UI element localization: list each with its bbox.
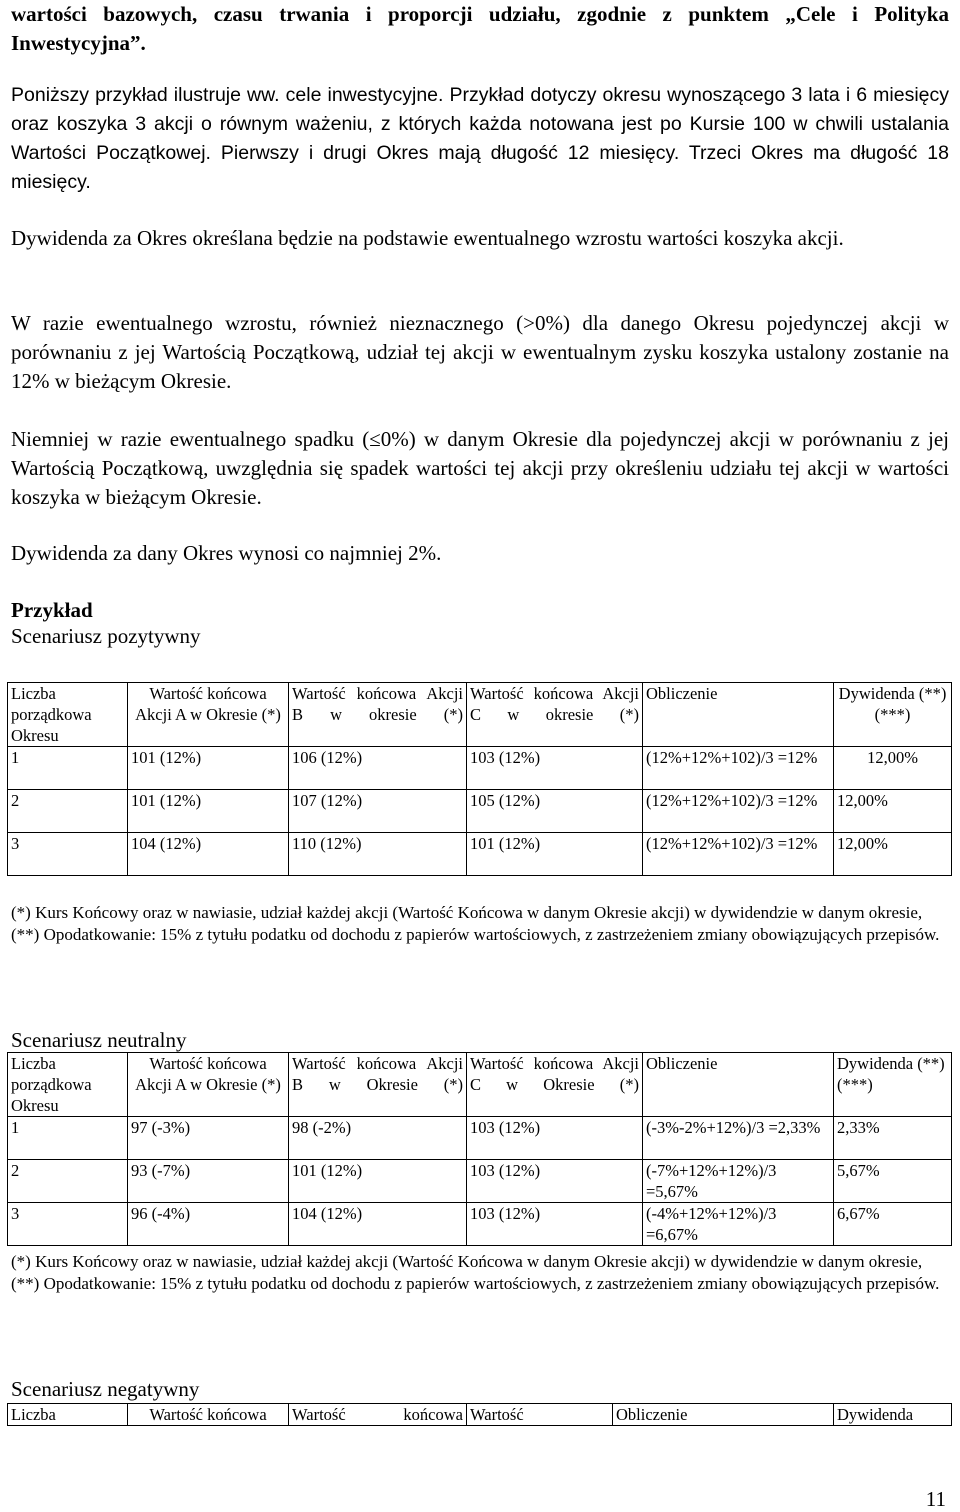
- cell: (12%+12%+102)/3 =12%: [643, 833, 834, 876]
- scenario-negative-table-wrap: [7, 1403, 945, 1426]
- header-cell: Liczba porządkowa Okresu: [8, 683, 128, 747]
- table-header-row: [8, 683, 952, 747]
- cell: 103 (12%): [467, 747, 643, 790]
- scenario-positive-title: Scenariusz pozytywny: [11, 624, 201, 648]
- footnote-1: (*) Kurs Końcowy oraz w nawiasie, udział każdej akcji (Wartość Końcowa w danym Okresie akcji) w dywidendzie w danym okresie,: [11, 1252, 923, 1271]
- table-row: [8, 1203, 952, 1246]
- header-cell: Wartość końcowa Akcji B w okresie (*): [289, 683, 467, 747]
- cell: 103 (12%): [467, 1160, 643, 1203]
- scenario-neutral-heading: [11, 1027, 949, 1053]
- paragraph-5: [11, 425, 949, 512]
- cell: 104 (12%): [128, 833, 289, 876]
- cell: 98 (-2%): [289, 1117, 467, 1160]
- cell: (-3%-2%+12%)/3 =2,33%: [643, 1117, 834, 1160]
- header-cell: Wartość końcowa Akcji A w Okresie (*): [128, 683, 289, 747]
- scenario-neutral-title: Scenariusz neutralny: [11, 1028, 187, 1052]
- cell: 96 (-4%): [128, 1203, 289, 1246]
- header-cell: Obliczenie: [613, 1404, 834, 1426]
- page-number: 11: [925, 1487, 946, 1511]
- cell: 104 (12%): [289, 1203, 467, 1246]
- table-row: [8, 833, 952, 876]
- cell: 5,67%: [834, 1160, 952, 1203]
- cell: 101 (12%): [128, 747, 289, 790]
- cell: 107 (12%): [289, 790, 467, 833]
- cell: 1: [8, 1117, 128, 1160]
- cell: 103 (12%): [467, 1117, 643, 1160]
- scenario-negative-table: [7, 1403, 952, 1426]
- header-cell: Wartość końcowa Akcji C w Okresie (*): [467, 1053, 643, 1117]
- cell: 101 (12%): [289, 1160, 467, 1203]
- cell: (-4%+12%+12%)/3 =6,67%: [643, 1203, 834, 1246]
- cell: 12,00%: [834, 790, 952, 833]
- paragraph-5-text: Niemniej w razie ewentualnego spadku (≤0%) w danym Okresie dla pojedynczej akcji w porównaniu z jej Wartością Początkową, uwzględnia się spadek wartości tej akcji przy określeniu udziału tej akcji w wartości koszyka w bieżącym Okresie.: [11, 427, 949, 509]
- cell: 2,33%: [834, 1117, 952, 1160]
- table-header-row: [8, 1053, 952, 1117]
- example-heading: [11, 597, 949, 649]
- cell: 101 (12%): [128, 790, 289, 833]
- header-cell: Dywidenda: [834, 1404, 952, 1426]
- scenario-neutral-table: [7, 1052, 952, 1246]
- header-cell: Wartość końcowa Akcji B w Okresie (*): [289, 1053, 467, 1117]
- header-cell: Wartość końcowa Akcji A w Okresie (*): [128, 1053, 289, 1117]
- scenario-positive-table: [7, 682, 952, 876]
- table-row: [8, 1117, 952, 1160]
- cell: 110 (12%): [289, 833, 467, 876]
- table-row: [8, 1160, 952, 1203]
- paragraph-3-text: Dywidenda za Okres określana będzie na podstawie ewentualnego wzrostu wartości koszyka akcji.: [11, 226, 844, 250]
- header-cell: Dywidenda (**) (***): [834, 1053, 952, 1117]
- header-cell: Obliczenie: [643, 683, 834, 747]
- table-header-row: [8, 1404, 952, 1426]
- paragraph-3: [11, 224, 949, 253]
- scenario-negative-heading: [11, 1376, 949, 1402]
- table-row: [8, 747, 952, 790]
- cell: 106 (12%): [289, 747, 467, 790]
- header-cell: Wartość końcowa: [128, 1404, 289, 1426]
- scenario-neutral-table-wrap: [7, 1052, 945, 1246]
- table-row: [8, 790, 952, 833]
- header-cell: Wartość końcowa: [289, 1404, 467, 1426]
- cell: 1: [8, 747, 128, 790]
- footnote-2: (**) Opodatkowanie: 15% z tytułu podatku od dochodu z papierów wartościowych, z zastrzeżeniem zmiany obowiązujących przepisów.: [11, 1274, 940, 1293]
- example-label: Przykład: [11, 598, 93, 622]
- cell: (12%+12%+102)/3 =12%: [643, 747, 834, 790]
- paragraph-4-text: W razie ewentualnego wzrostu, również nieznacznego (>0%) dla danego Okresu pojedynczej akcji w porównaniu z jej Wartością Początkową, udział tej akcji w ewentualnym zysku koszyka ustalony zostanie na 12% w bieżącym Okresie.: [11, 311, 949, 393]
- paragraph-1: [11, 0, 949, 58]
- cell: 3: [8, 833, 128, 876]
- paragraph-2: [11, 81, 949, 197]
- cell: 6,67%: [834, 1203, 952, 1246]
- cell: (12%+12%+102)/3 =12%: [643, 790, 834, 833]
- header-cell: Wartość: [467, 1404, 613, 1426]
- scenario-positive-table-wrap: [7, 682, 945, 876]
- paragraph-6: [11, 539, 949, 568]
- cell: 2: [8, 790, 128, 833]
- cell: 12,00%: [834, 747, 952, 790]
- paragraph-2-text: Poniższy przykład ilustruje ww. cele inwestycyjne. Przykład dotyczy okresu wynoszącego 3 lata i 6 miesięcy oraz koszyka 3 akcji o równym ważeniu, z których każda notowana jest po Kursie 100 w chwili ustalania Wartości Początkowej. Pierwszy i drugi Okres mają długość 12 miesięcy. Trzeci Okres ma długość 18 miesięcy.: [11, 84, 949, 193]
- cell: 93 (-7%): [128, 1160, 289, 1203]
- scenario-positive-notes: [11, 902, 949, 946]
- header-cell: Liczba porządkowa Okresu: [8, 1053, 128, 1117]
- header-cell: Dywidenda (**) (***): [834, 683, 952, 747]
- cell: 105 (12%): [467, 790, 643, 833]
- cell: 3: [8, 1203, 128, 1246]
- footnote-2: (**) Opodatkowanie: 15% z tytułu podatku od dochodu z papierów wartościowych, z zastrzeżeniem zmiany obowiązujących przepisów.: [11, 925, 940, 944]
- cell: 2: [8, 1160, 128, 1203]
- paragraph-1-text: wartości bazowych, czasu trwania i proporcji udziału, zgodnie z punktem „Cele i Polityka Inwestycyjna”.: [11, 2, 949, 55]
- cell: (-7%+12%+12%)/3 =5,67%: [643, 1160, 834, 1203]
- paragraph-6-text: Dywidenda za dany Okres wynosi co najmniej 2%.: [11, 541, 442, 565]
- scenario-neutral-notes: [11, 1251, 949, 1295]
- scenario-negative-title: Scenariusz negatywny: [11, 1377, 200, 1401]
- paragraph-4: [11, 309, 949, 396]
- cell: 97 (-3%): [128, 1117, 289, 1160]
- cell: 12,00%: [834, 833, 952, 876]
- header-cell: Wartość końcowa Akcji C w okresie (*): [467, 683, 643, 747]
- header-cell: Liczba: [8, 1404, 128, 1426]
- header-cell: Obliczenie: [643, 1053, 834, 1117]
- cell: 103 (12%): [467, 1203, 643, 1246]
- cell: 101 (12%): [467, 833, 643, 876]
- footnote-1: (*) Kurs Końcowy oraz w nawiasie, udział każdej akcji (Wartość Końcowa w danym Okresie akcji) w dywidendzie w danym okresie,: [11, 903, 923, 922]
